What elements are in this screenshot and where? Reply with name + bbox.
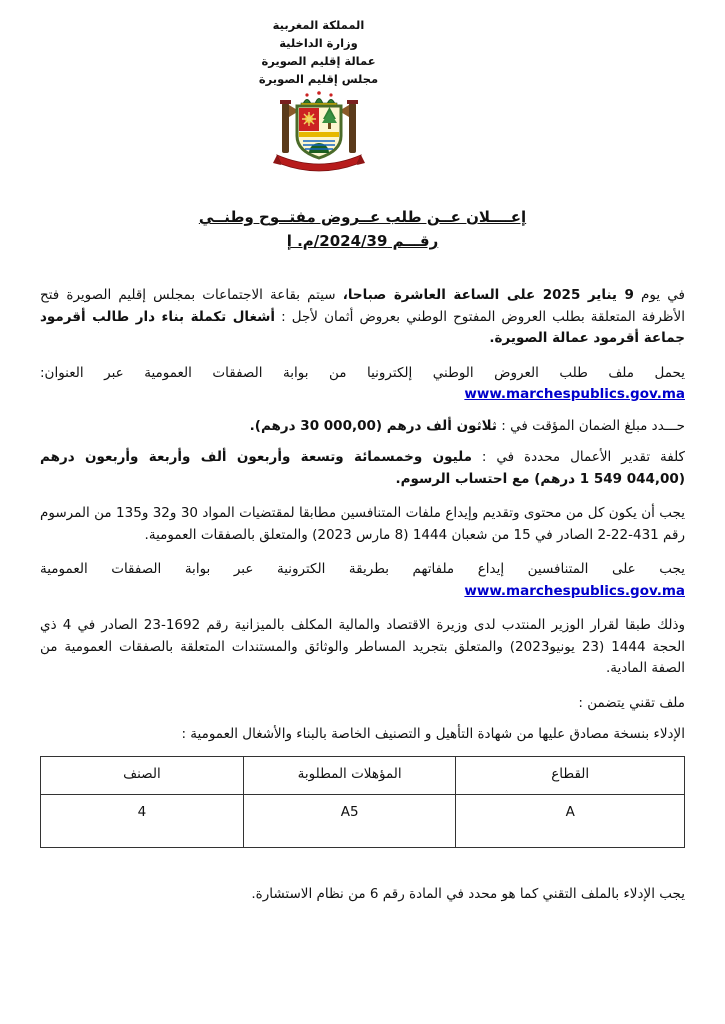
opening-body: سيتم بقاعة الاجتماعات بمجلس إقليم الصويرة فتح الأظرفة المتعلقة بطلب العروض المفتوح الوطني بعروض أثمان لأجل : <box>40 287 685 325</box>
estimate-line <box>40 447 685 490</box>
guarantee-text: حـــدد مبلغ الضمان المؤقت في : <box>496 417 685 434</box>
header-kingdom: المملكة المغربية <box>272 18 365 32</box>
province-coat-of-arms-icon <box>265 91 373 177</box>
dematerialization-paragraph <box>40 615 685 680</box>
document-body <box>40 285 685 905</box>
cell-qualifications: A5 <box>243 795 456 848</box>
opening-prefix: في يوم <box>633 287 685 303</box>
decree-compliance-text-1: يجب أن يكون كل من محتوى وتقديم وإيداع ملفات المتنافسين مطابقا لمقتضيات المواد 30 و32 و135 من المرسوم رقم <box>40 505 686 543</box>
estimate-text: كلفة تقدير الأعمال محددة في : <box>472 449 685 465</box>
technical-file-note: يجب الإدلاء بالملف التقني كما هو محدد في المادة رقم 6 من نظام الاستشارة. <box>251 885 685 902</box>
government-header <box>169 16 469 88</box>
decree-compliance-paragraph <box>40 503 685 546</box>
opening-paragraph <box>40 285 685 350</box>
certificate-requirement-line: الإدلاء بنسخة مصادق عليها من شهادة التأهيل و التصنيف الخاصة بالبناء والأشغال العمومية : <box>181 726 685 742</box>
qualification-table <box>40 756 685 848</box>
guarantee-line <box>40 416 685 438</box>
decree-number-431: 2-22-431 <box>597 526 659 543</box>
header-ministry: وزارة الداخلية <box>279 36 358 50</box>
header-province: عمالة إقليم الصويرة <box>261 54 376 68</box>
estimate-amount: مليون وخمسمائة وتسعة وأربعون ألف وأربعة وأربعون درهم (1 549 044,00 درهم) مع احتساب الرسوم. <box>40 449 685 487</box>
shield-icon <box>297 106 341 158</box>
procurement-portal-link[interactable]: www.marchespublics.gov.ma <box>464 386 685 402</box>
title-line-1: إعــــلان عــن طلب عــروض مفتــوح وطنــي <box>198 208 527 226</box>
dematerialization-text-1: وذلك طبقا لقرار الوزير المنتدب لدى وزيرة الاقتصاد والمالية المكلف بالميزانية رقم <box>200 617 686 633</box>
dematerialization-text-2: الصادر في 4 ذي الحجة 1444 (23 يونيو2023) والمتعلق بتجريد المساطر والوثائق والمستندات المتعلقة بالصفقات العمومية من الصفة المادية. <box>40 617 685 676</box>
decree-compliance-text-2: الصادر في 15 من شعبان 1444 (8 مارس 2023) والمتعلق بالصفقات العمومية. <box>144 526 598 543</box>
decree-number-1692: 23-1692 <box>143 617 201 633</box>
opening-datetime: 9 يناير 2025 على الساعة العاشرة صباحا، <box>342 287 634 303</box>
project-title: أشغال تكملة بناء دار طالب أقرمود جماعة أقرمود عمالة الصويرة. <box>40 308 685 346</box>
electronic-submission-line <box>40 559 685 602</box>
table-header-row <box>41 756 685 795</box>
emblem-container <box>169 91 469 181</box>
electronic-submission-text: يجب على المتنافسين إيداع ملفاتهم بطريقة الكترونية عبر بوابة الصفقات العمومية <box>40 561 685 577</box>
guarantee-amount: ثلاثون ألف درهم (30 000,00 درهم). <box>249 417 497 434</box>
technical-file-heading: ملف تقني يتضمن : <box>578 694 685 711</box>
table-row <box>41 795 685 848</box>
header-sector: القطاع <box>456 756 685 795</box>
header-council: مجلس إقليم الصويرة <box>258 72 379 86</box>
left-column <box>282 103 289 153</box>
header-qualifications: المؤهلات المطلوبة <box>243 756 456 795</box>
sun-emblem <box>302 112 316 126</box>
announcement-title <box>40 205 685 253</box>
cell-sector: A <box>456 795 685 848</box>
header-class: الصنف <box>41 756 244 795</box>
cell-class: 4 <box>41 795 244 848</box>
crown-icon <box>301 91 337 106</box>
title-line-2: رقـــم 2024/39/م. إ <box>286 232 439 250</box>
portal-download-text: يحمل ملف طلب العروض الوطني إلكترونيا من بوابة الصفقات العمومية عبر العنوان: <box>40 364 685 381</box>
portal-download-line <box>40 363 685 406</box>
right-column <box>349 103 356 153</box>
procurement-portal-link-2[interactable]: www.marchespublics.gov.ma <box>464 582 685 599</box>
